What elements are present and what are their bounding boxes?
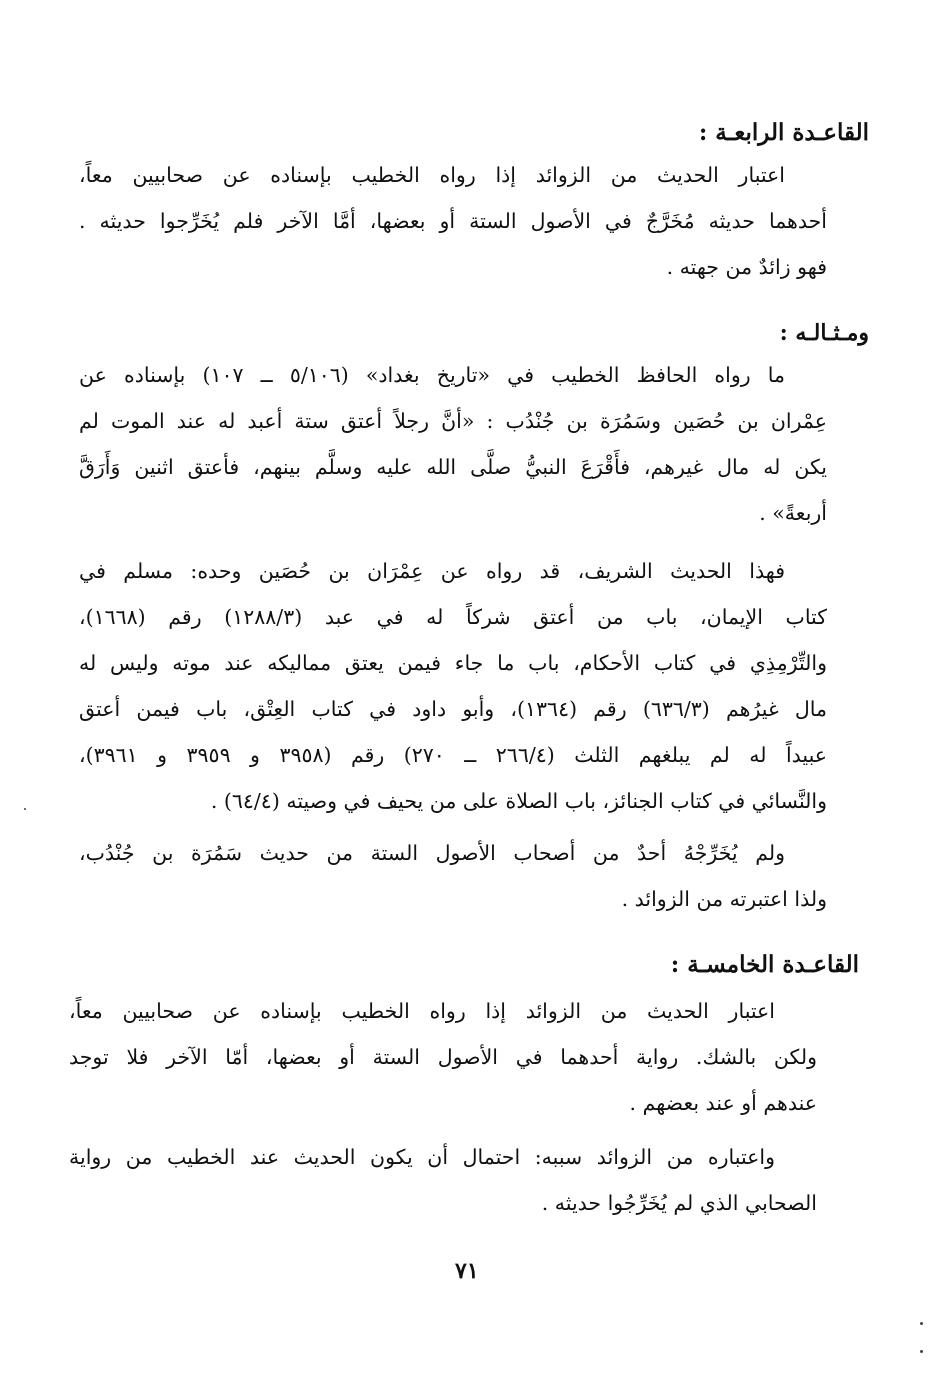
text-line: اعتبار الحديث من الزوائد إذا رواه الخطيب بإسناده عن صحابيين معاً، — [69, 999, 775, 1023]
text-line: ما رواه الحافظ الخطيب في «تاريخ بغداد» (٥/١٠٦ ــ ١٠٧) بإسناده عن — [79, 363, 785, 387]
text-line: عندهم أو عند بعضهم . — [629, 1091, 817, 1115]
text-line: والتِّرْمِذِي في كتاب الأحكام، باب ما جاء فيمن يعتق مماليكه عند موته وليس له — [79, 651, 827, 675]
text-line: ولذا اعتبرته من الزوائد . — [621, 887, 827, 911]
text-line: عبيداً له لم يبلغهم الثلث (٢٦٦/٤ ــ ٢٧٠) رقم (٣٩٥٨ و ٣٩٥٩ و ٣٩٦١)، — [79, 743, 828, 767]
rule4-example — [79, 352, 869, 536]
text-line: ولم يُخَرِّجْهُ أحدٌ من أصحاب الأصول الستة من حديث سَمُرَة بن جُنْدُب، — [79, 841, 785, 865]
text-line: كتاب الإيمان، باب من أعتق شركاً له في عبد (١٢٨٨/٣) رقم (١٦٦٨)، — [79, 605, 828, 629]
rule5-reason — [69, 1134, 859, 1226]
rule4-heading: القاعـدة الرابعـة : — [698, 119, 869, 146]
text-line: فهو زائدٌ من جهته . — [666, 255, 827, 279]
text-line: واعتباره من الزوائد سببه: احتمال أن يكون الحديث عند الخطيب من رواية — [69, 1145, 775, 1169]
text-line: فهذا الحديث الشريف، قد رواه عن عِمْرَان بن حُصَين وحده: مسلم في — [79, 559, 785, 583]
scan-speck — [920, 1350, 923, 1353]
text-line: اعتبار الحديث من الزوائد إذا رواه الخطيب بإسناده عن صحابيين معاً، — [79, 163, 785, 187]
rule5-definition — [69, 988, 859, 1126]
text-line: أحدهما حديثه مُخَرَّجٌ في الأصول الستة أو بعضها، أمَّا الآخر فلم يُخَرِّجوا حديثه . — [79, 209, 828, 233]
page-number: ٧١ — [455, 1258, 479, 1284]
text-line: الصحابي الذي لم يُخَرِّجُوا حديثه . — [541, 1191, 817, 1215]
scan-speck — [24, 808, 26, 810]
text-line: يكن له مال غيرهم، فأَقْرَعَ النبيُّ صلَّى الله عليه وسلَّم بينهم، فأعتق اثنين وَأَرَقَّ — [79, 455, 827, 479]
text-line: ولكن بالشك. رواية أحدهما في الأصول الستة أو بعضها، أمّا الآخر فلا توجد — [69, 1045, 817, 1069]
rule4-explanation — [79, 548, 869, 824]
text-line: عِمْران بن حُصَين وسَمُرَة بن جُنْدُب : «أنَّ رجلاً أعتق ستة أعبد له عند الموت لم — [79, 409, 827, 433]
text-line: أربعةً» . — [759, 501, 827, 525]
rule4-definition — [79, 152, 869, 290]
text-line: والنَّسائي في كتاب الجنائز، باب الصلاة على من يحيف في وصيته (٦٤/٤) . — [210, 789, 827, 813]
scan-speck — [920, 1322, 923, 1325]
rule5-heading: القاعـدة الخامسـة : — [670, 951, 859, 978]
example-heading: ومـثـالـه : — [779, 320, 869, 346]
rule4-conclusion — [79, 830, 869, 922]
text-line: مال غيرُهم (٦٣٦/٣) رقم (١٣٦٤)، وأبو داود في كتاب العِتْق، باب فيمن أعتق — [79, 697, 828, 721]
